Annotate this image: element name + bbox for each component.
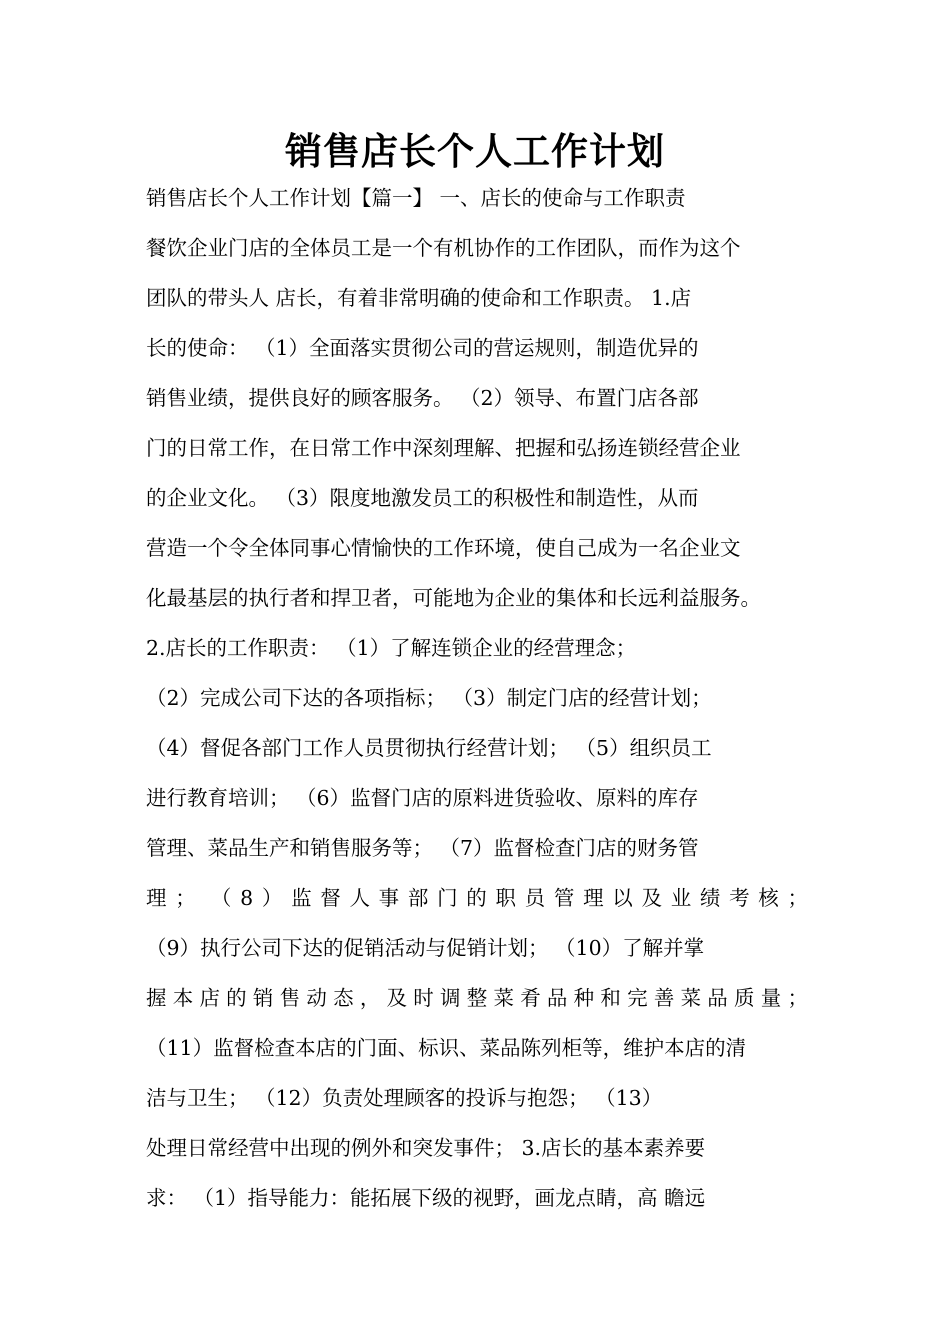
- body-line: 洁与卫生； （12）负责处理顾客的投诉与抱怨； （13）: [146, 1086, 663, 1110]
- body-line: 2.店长的工作职责： （1）了解连锁企业的经营理念；: [146, 636, 637, 660]
- body-line: 理； （8）监督人事部门的职员管理以及业绩考核；: [146, 886, 808, 910]
- document-title: 销售店长个人工作计划: [285, 130, 665, 173]
- body-line: 的企业文化。 （3）限度地激发员工的积极性和制造性，从而: [146, 486, 699, 510]
- body-line: 销售业绩，提供良好的顾客服务。 （2）领导、布置门店各部: [146, 386, 699, 410]
- body-line: 团队的带头人 店长，有着非常明确的使命和工作职责。 1.店: [146, 286, 692, 310]
- body-line: 进行教育培训； （6）监督门店的原料进货验收、原料的库存: [146, 786, 699, 810]
- body-line: 化最基层的执行者和捍卫者，可能地为企业的集体和长远利益服务。: [146, 586, 761, 610]
- body-line: 营造一个令全体同事心情愉快的工作环境，使自己成为一名企业文: [146, 536, 741, 560]
- body-line: 握本店的销售动态，及时调整菜肴品种和完善菜品质量；: [146, 986, 808, 1010]
- body-line: 管理、菜品生产和销售服务等； （7）监督检查门店的财务管: [146, 836, 699, 860]
- body-line: （11）监督检查本店的门面、标识、菜品陈列柜等，维护本店的清: [146, 1036, 747, 1060]
- body-line: 处理日常经营中出现的例外和突发事件； 3.店长的基本素养要: [146, 1136, 706, 1160]
- body-line: 求： （1）指导能力：能拓展下级的视野，画龙点睛，高 瞻远: [146, 1186, 706, 1210]
- body-line: （2）完成公司下达的各项指标； （3）制定门店的经营计划；: [146, 686, 712, 710]
- body-line: （9）执行公司下达的促销活动与促销计划； （10）了解并掌: [146, 936, 705, 960]
- body-line: 餐饮企业门店的全体员工是一个有机协作的工作团队，而作为这个: [146, 236, 741, 260]
- body-line: 门的日常工作，在日常工作中深刻理解、把握和弘扬连锁经营企业: [146, 436, 741, 460]
- body-line: 销售店长个人工作计划【篇一】 一、店长的使命与工作职责: [146, 186, 686, 210]
- body-line: （4）督促各部门工作人员贯彻执行经营计划； （5）组织员工: [146, 736, 712, 760]
- body-line: 长的使命： （1）全面落实贯彻公司的营运规则，制造优异的: [146, 336, 699, 360]
